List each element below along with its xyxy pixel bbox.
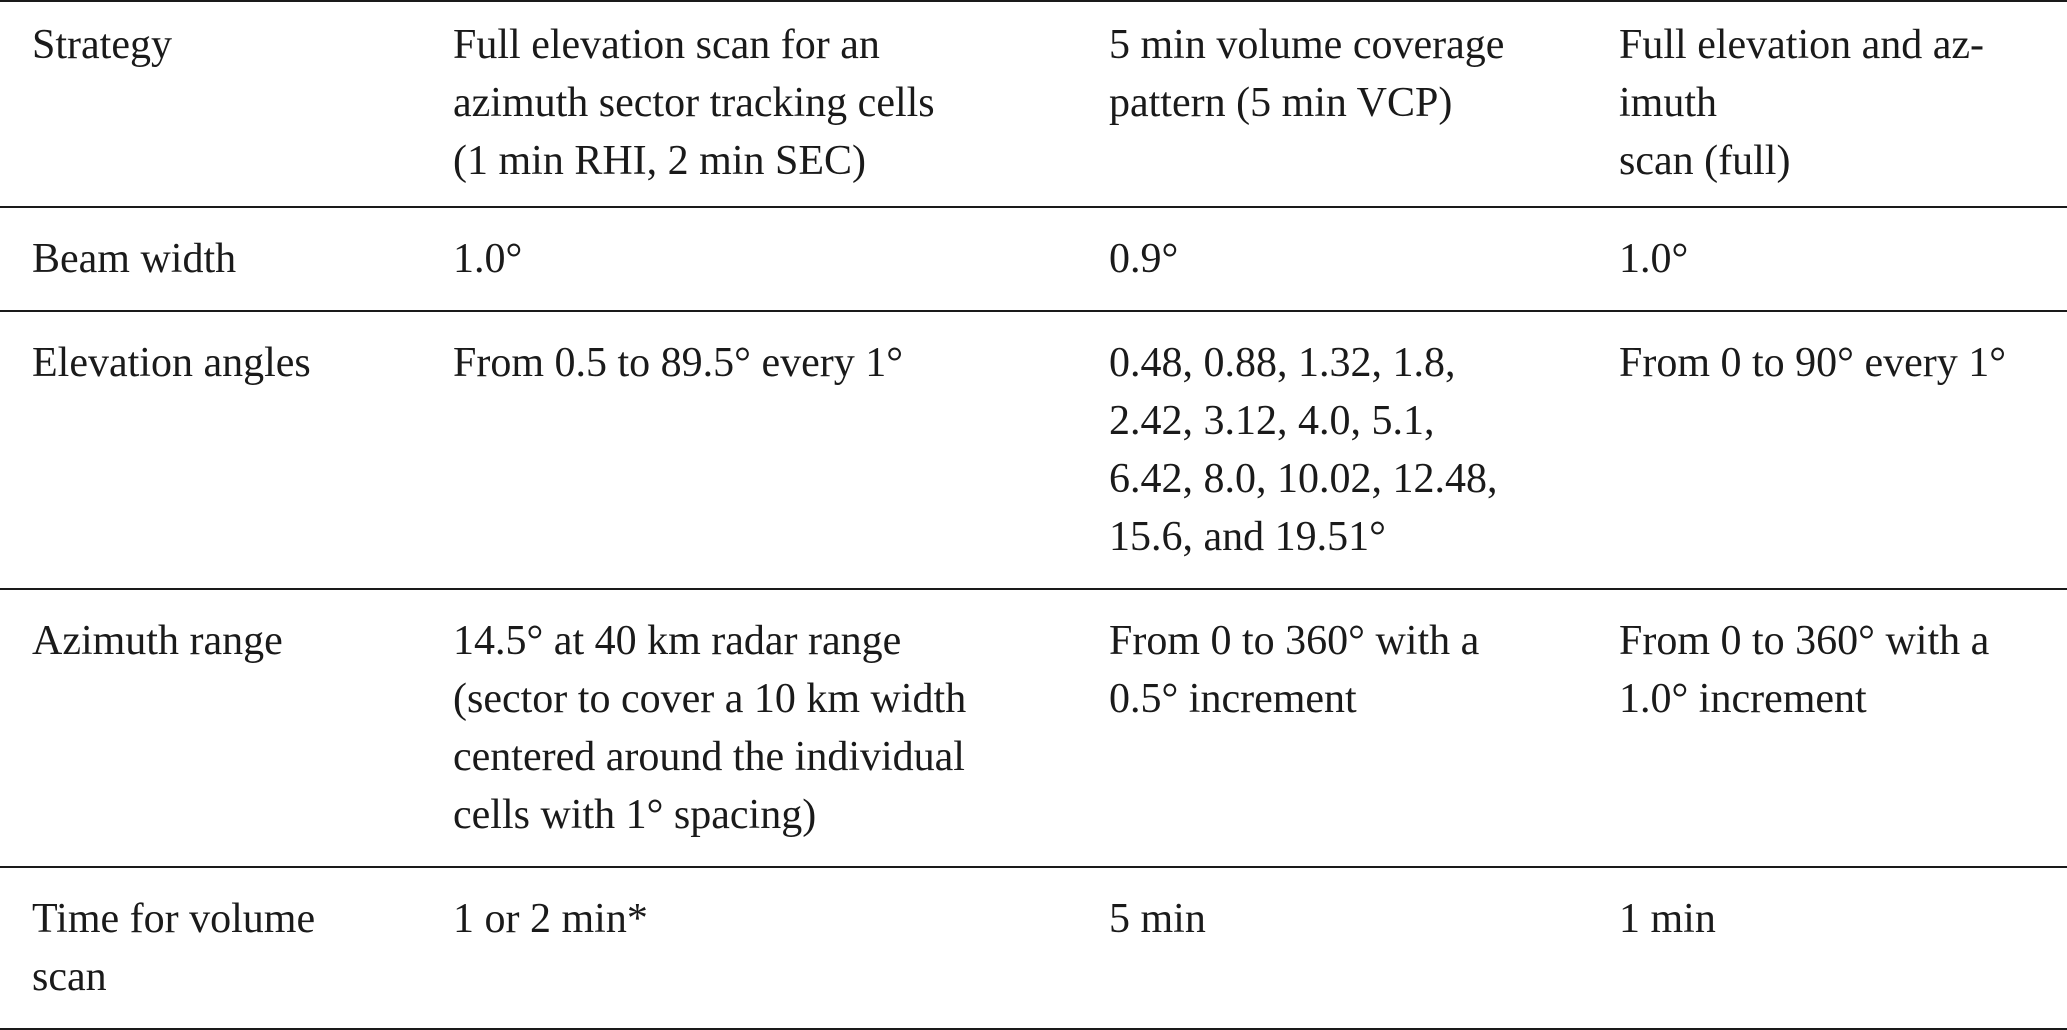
table-cell: 0.48, 0.88, 1.32, 1.8, 2.42, 3.12, 4.0, 5.1, 6.42, 8.0, 10.02, 12.48, 15.6, and 19.51° <box>1109 340 1498 560</box>
table-cell: From 0.5 to 89.5° every 1° <box>453 340 904 386</box>
table-cell: 14.5° at 40 km radar range (sector to cover a 10 km width centered around the individual cells with 1° spacing) <box>453 618 967 838</box>
table-cell: From 0 to 360° with a 0.5° increment <box>1109 618 1480 722</box>
table-cell: From 0 to 360° with a 1.0° increment <box>1619 618 1990 722</box>
table-cell: 1.0° <box>453 236 523 282</box>
table-cell: 0.9° <box>1109 236 1179 282</box>
row-label: Azimuth range <box>32 618 283 664</box>
table-cell: 5 min <box>1109 896 1206 942</box>
header-strategy: Strategy <box>32 22 172 68</box>
header-vcp: 5 min volume coverage pattern (5 min VCP) <box>1109 22 1505 126</box>
table-row <box>0 207 2067 311</box>
row-label: Beam width <box>32 236 237 282</box>
row-label: Elevation angles <box>32 340 311 386</box>
table-row <box>0 311 2067 589</box>
header-rhi-sec: Full elevation scan for an azimuth sector tracking cells (1 min RHI, 2 min SEC) <box>453 22 935 184</box>
table-cell: 1.0° <box>1619 236 1689 282</box>
table-cell: 1 min <box>1619 896 1716 942</box>
header-full: Full elevation and az- imuth scan (full) <box>1619 22 1985 184</box>
header-row <box>0 1 2067 207</box>
table-row <box>0 589 2067 867</box>
table-cell: From 0 to 90° every 1° <box>1619 340 2007 386</box>
table-row <box>0 867 2067 1029</box>
table-cell: 1 or 2 min* <box>453 896 648 942</box>
row-label: Time for volume scan <box>32 896 316 1000</box>
